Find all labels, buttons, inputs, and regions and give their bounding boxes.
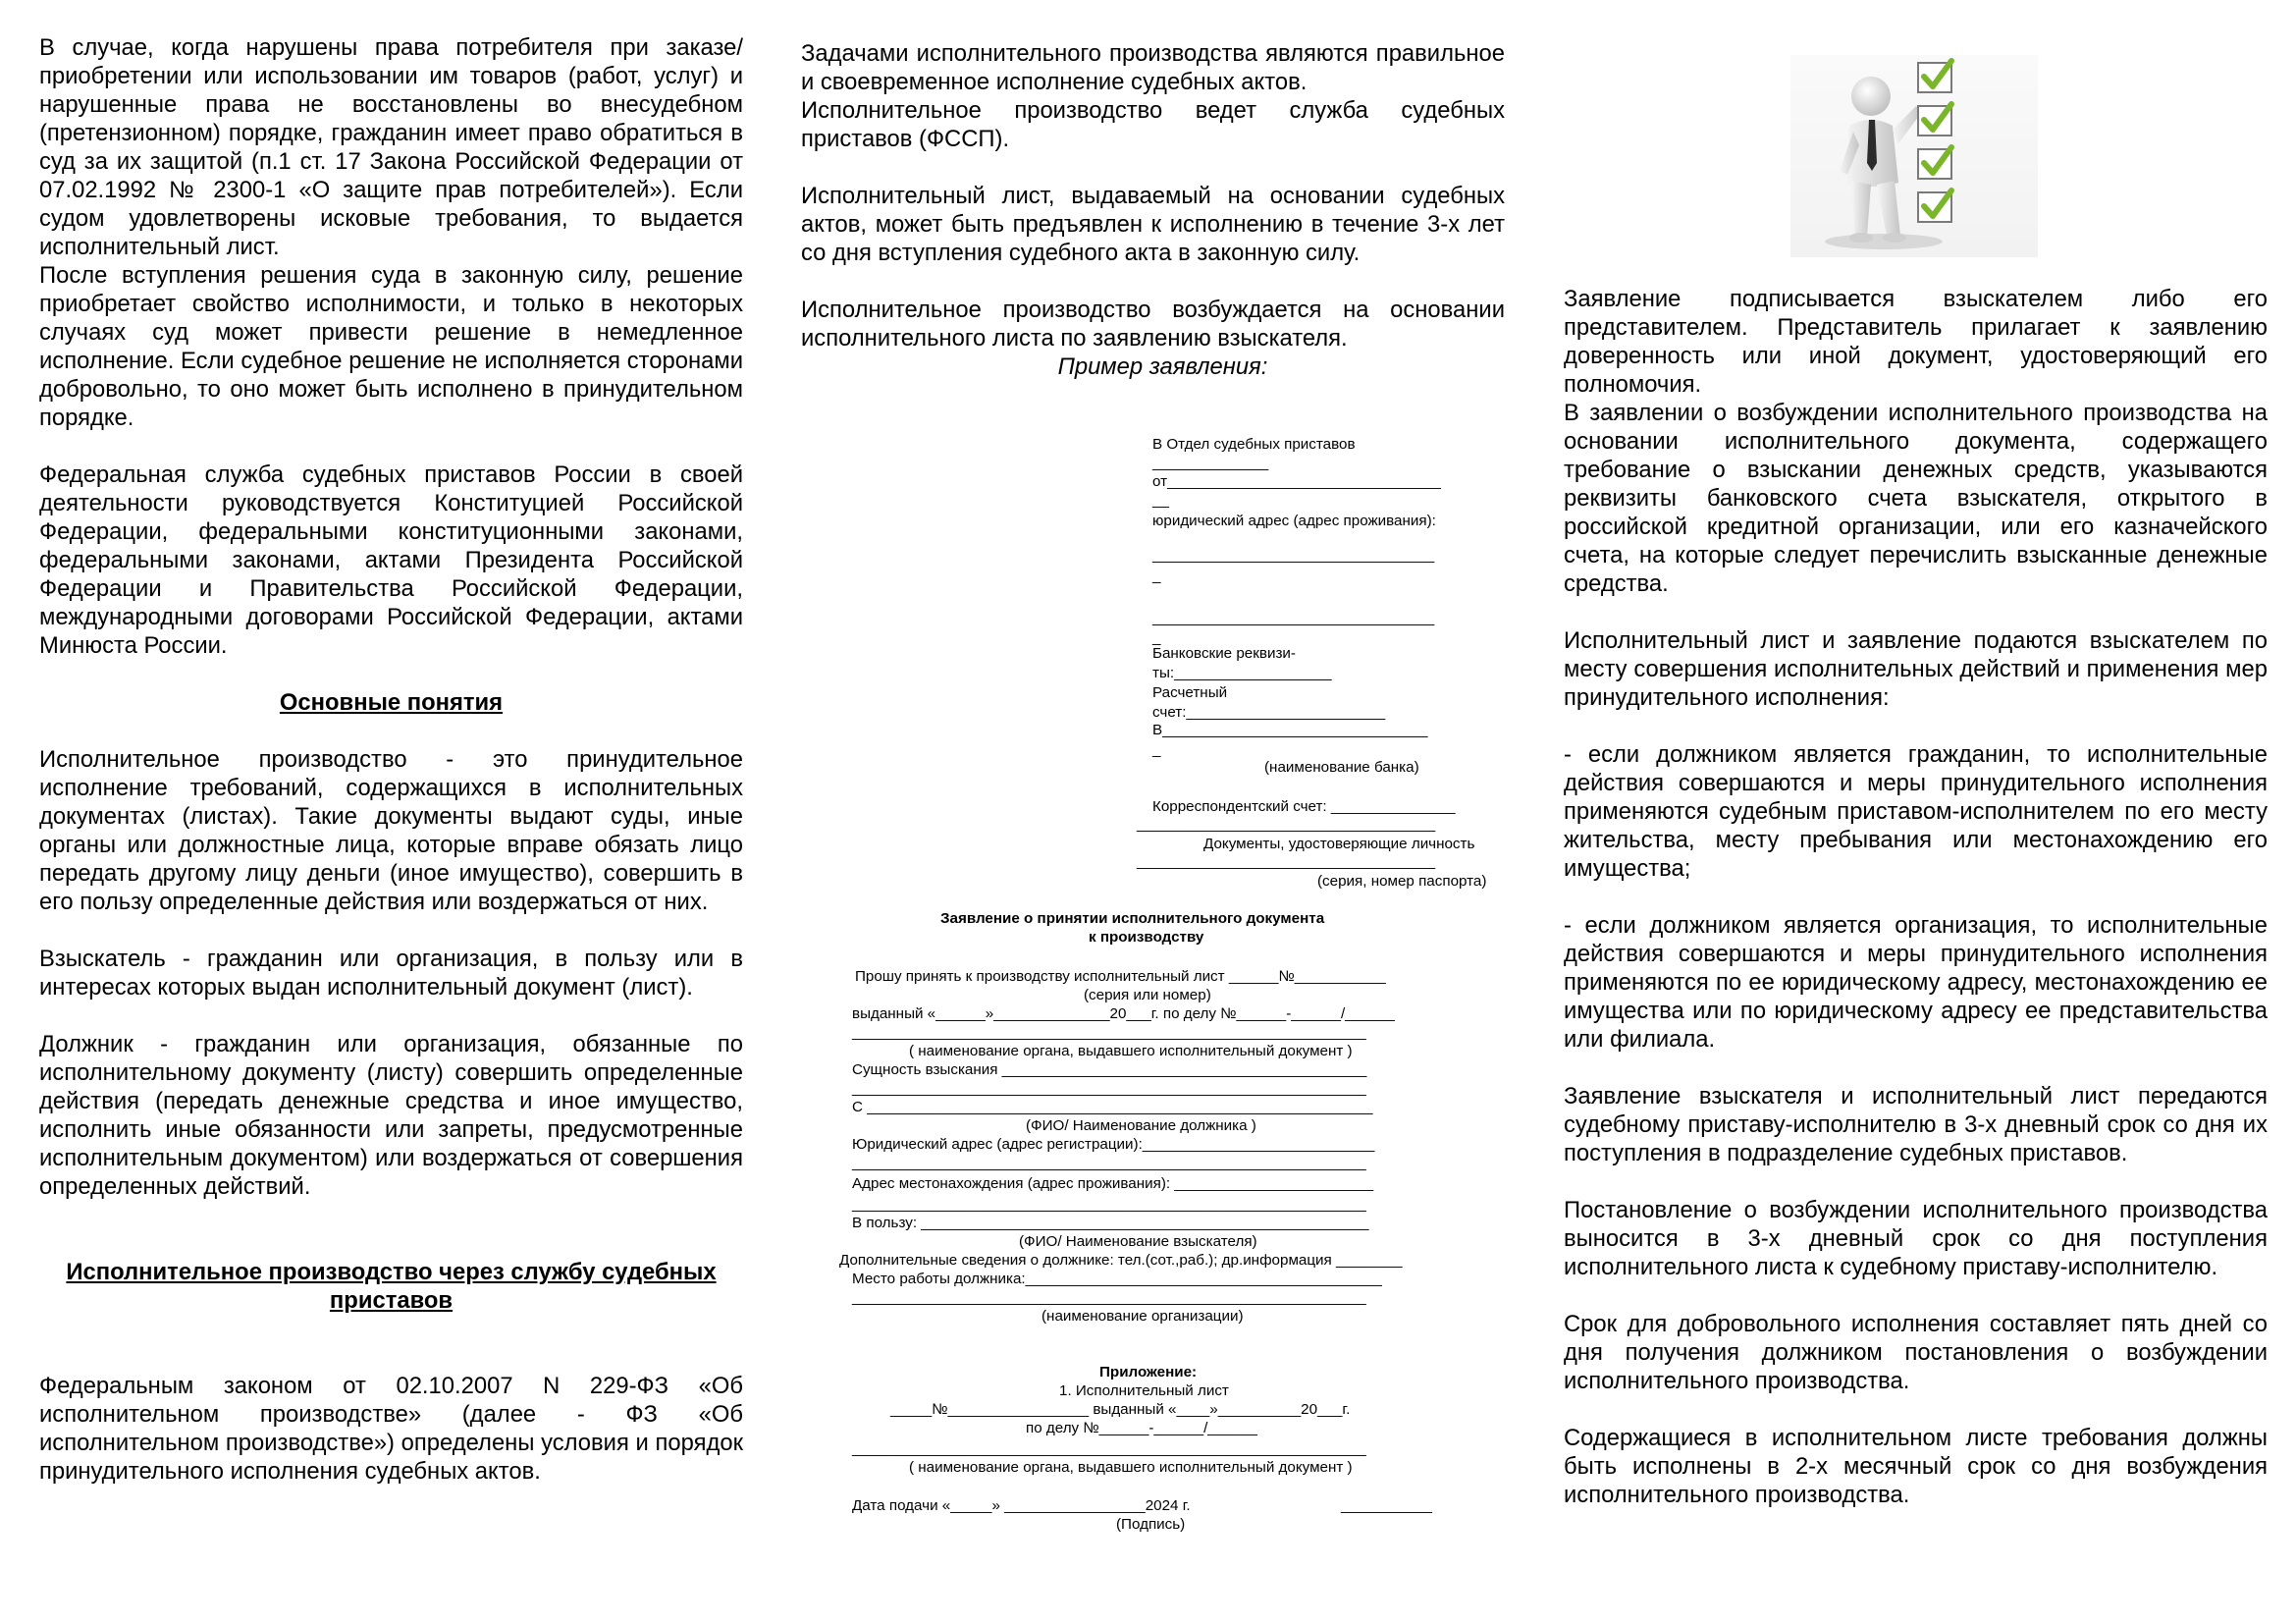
form-line: ______________________________________________________________ <box>852 1196 1366 1213</box>
form-line: Место работы должника:___________________________________________ <box>852 1271 1382 1287</box>
form-line: счет:________________________ <box>1152 704 1386 721</box>
form-line: Расчетный <box>1152 684 1228 701</box>
paragraph: Исполнительный лист и заявление подаются взыскателем по месту совершения исполнительных действий и применения мер принудительного исполнения: <box>1564 627 2268 711</box>
form-line: Документы, удостоверяющие личность <box>1203 836 1475 852</box>
paragraph: Срок для добровольного исполнения составляет пять дней со дня получения должником постановления о возбуждении исполнительного производства. <box>1564 1311 2268 1394</box>
form-line: Сущность взыскания ____________________________________________ <box>852 1061 1367 1078</box>
form-line: _ <box>1152 629 1161 646</box>
section-heading: Исполнительное производство через службу судебных приставов <box>66 1259 717 1314</box>
form-line: (серия, номер паспорта) <box>1317 873 1487 890</box>
paragraph: - если должником является организация, то исполнительные действия совершаются и меры принудительного исполнения применяются по ее юридическому адресу, местонахождению ее имущества или по юридическому адресу ее представительства или филиала. <box>1564 912 2268 1053</box>
form-line: В Отдел судебных приставов <box>1152 436 1356 453</box>
paragraph: Заявление подписывается взыскателем либо его представителем. Представитель прилагает к заявлению доверенность или иной документ, удостоверяющий его полномочия. <box>1564 286 2268 398</box>
form-line: _ <box>1152 568 1161 584</box>
paragraph: Взыскатель - гражданин или организация, в пользу или в интересах которых выдан исполнительный документ (лист). <box>39 946 743 1001</box>
form-line: _ <box>1152 741 1161 758</box>
form-line: Дата подачи «_____» _________________2024 г. <box>852 1497 1191 1514</box>
form-line: (наименование организации) <box>1041 1308 1244 1325</box>
form-line: Юридический адрес (адрес регистрации):____________________________ <box>852 1136 1375 1153</box>
paragraph: Исполнительное производство возбуждается на основании исполнительного листа по заявлению взыскателя. <box>801 297 1505 352</box>
form-line: ты:___________________ <box>1152 665 1332 681</box>
column-right <box>1564 285 2268 1509</box>
form-line: Прошу принять к производству исполнительный лист ______№___________ <box>855 968 1386 985</box>
form-line: Адрес местонахождения (адрес проживания): ________________________ <box>852 1175 1374 1192</box>
section-heading: Основные понятия <box>279 689 504 716</box>
paragraph: Федеральным законом от 02.10.2007 N 229-ФЗ «Об исполнительном производстве» (далее - ФЗ «Об исполнительном производстве») определены условия и порядок принудительного исполнения судебных актов. <box>39 1373 743 1485</box>
paragraph: В заявлении о возбуждении исполнительного производства на основании исполнительного документа, содержащего требование о взыскании денежных средств, указываются реквизиты банковского счета взыскателя, открытого в российской кредитной организации, или его казначейского счета, на которые следует перечислить взысканные денежные средства. <box>1564 400 2268 597</box>
form-line: ____________________________________ <box>1137 816 1436 833</box>
form-line: ______________ <box>1152 455 1269 471</box>
form-line: С _____________________________________________________________ <box>852 1099 1373 1115</box>
form-line: Приложение: <box>1099 1364 1198 1380</box>
form-line: __________________________________ <box>1152 610 1435 626</box>
paragraph: Содержащиеся в исполнительном листе требования должны быть исполнены в 2-х месячный срок со дня возбуждения исполнительного производства. <box>1564 1425 2268 1508</box>
form-line: ______________________________________________________________ <box>852 1440 1366 1457</box>
form-line: ( наименование органа, выдавшего исполнительный документ ) <box>909 1459 1353 1476</box>
form-line: В пользу: ______________________________________________________ <box>852 1215 1369 1231</box>
example-title: Пример заявления: <box>1057 353 1268 380</box>
form-line: ______________________________________________________________ <box>852 1024 1366 1041</box>
form-title: Заявление о принятии исполнительного документа <box>940 910 1325 927</box>
paragraph: Федеральная служба судебных приставов России в своей деятельности руководствуется Конституцией Российской Федерации, федеральными конституционными законами, федеральными законами, актами Президента Российской Федерации и Правительства Российской Федерации, международными договорами Российской Федерации, актами Минюста России. <box>39 461 743 659</box>
form-line: Банковские реквизи- <box>1152 645 1296 662</box>
form-line: __ <box>1152 492 1169 509</box>
paragraph: Заявление взыскателя и исполнительный лист передаются судебному приставу-исполнителю в 3-х дневный срок со дня их поступления в подразделение судебных приставов. <box>1564 1083 2268 1166</box>
paragraph: - если должником является гражданин, то исполнительные действия совершаются и меры принудительного исполнения применяются судебным приставом-исполнителем по его месту жительства, месту пребывания или местонахождению его имущества; <box>1564 741 2268 882</box>
paragraph: Должник - гражданин или организация, обязанные по исполнительному документу (листу) совершить определенные действия (передать денежные средства и иное имущество, исполнить иные обязанности или запреты, предусмотренные исполнительным документом) или воздержаться от совершения определенных действий. <box>39 1031 743 1200</box>
form-line: (ФИО/ Наименование взыскателя) <box>1019 1233 1257 1250</box>
form-line: юридический адрес (адрес проживания): <box>1152 513 1436 529</box>
form-line: ______________________________________________________________ <box>852 1080 1366 1097</box>
paragraph: В случае, когда нарушены права потребителя при заказе/приобретении или использовании им товаров (работ, услуг) и нарушенные права не восстановлены во внесудебном (претензионном) порядке, гражданин имеет право обратиться в суд за их защитой (п.1 ст. 17 Закона Российской Федерации от 07.02.1992 № 2300-1 «О защите прав потребителей»). Если судом удовлетворены исковые требования, то выдается исполнительный лист. <box>39 34 743 260</box>
form-line: (Подпись) <box>1116 1516 1186 1533</box>
checklist-person-icon <box>1790 55 2038 257</box>
form-line: _____№_________________ выданный «____»__________20___г. <box>890 1401 1351 1418</box>
form-line: В________________________________ <box>1152 722 1428 738</box>
paragraph: Постановление о возбуждении исполнительного производства выносится в 3-х дневный срок со дня поступления исполнительного листа к судебному приставу-исполнителю. <box>1564 1197 2268 1280</box>
paragraph: Исполнительный лист, выдаваемый на основании судебных актов, может быть предъявлен к исполнению в течение 3-х лет со дня вступления судебного акта в законную силу. <box>801 183 1505 266</box>
form-line: по делу №______-______/______ <box>1026 1420 1257 1436</box>
paragraph: Задачами исполнительного производства являются правильное и своевременное исполнение судебных актов. <box>801 40 1505 95</box>
form-line: от_________________________________ <box>1152 473 1441 490</box>
paragraph: Исполнительное производство ведет служба судебных приставов (ФССП). <box>801 97 1505 152</box>
paragraph: После вступления решения суда в законную силу, решение приобретает свойство исполнимости, и только в некоторых случаях суд может привести решение в немедленное исполнение. Если судебное решение не исполняется сторонами добровольно, то оно может быть исполнено в принудительном порядке. <box>39 262 743 431</box>
form-line: выданный «______»______________20___г. по делу №______-______/______ <box>852 1005 1395 1022</box>
paragraph: Исполнительное производство - это принудительное исполнение требований, содержащихся в исполнительных документах (листах). Такие документы выдают суды, иные органы или должностные лица, которые вправе обязать лицо передать другому лицу деньги (иное имущество), совершить в его пользу определенные действия или воздержаться от них. <box>39 746 743 915</box>
form-title: к производству <box>1089 929 1204 946</box>
form-line: ____________________________________ <box>1137 853 1436 870</box>
form-line: ______________________________________________________________ <box>852 1289 1366 1306</box>
form-line: ______________________________________________________________ <box>852 1155 1366 1171</box>
form-line: Корреспондентский счет: _______________ <box>1152 798 1456 815</box>
form-line: (наименование банка) <box>1264 759 1419 776</box>
form-line: ( наименование органа, выдавшего исполнительный документ ) <box>909 1043 1353 1059</box>
form-line: 1. Исполнительный лист <box>1059 1382 1229 1399</box>
form-line: Дополнительные сведения о должнике: тел.(сот.,раб.); др.информация ________ <box>839 1252 1403 1269</box>
form-line: (серия или номер) <box>1084 987 1211 1003</box>
form-line: (ФИО/ Наименование должника ) <box>1026 1117 1256 1134</box>
form-line: __________________________________ <box>1152 547 1435 564</box>
form-line: ___________ <box>1341 1497 1432 1514</box>
